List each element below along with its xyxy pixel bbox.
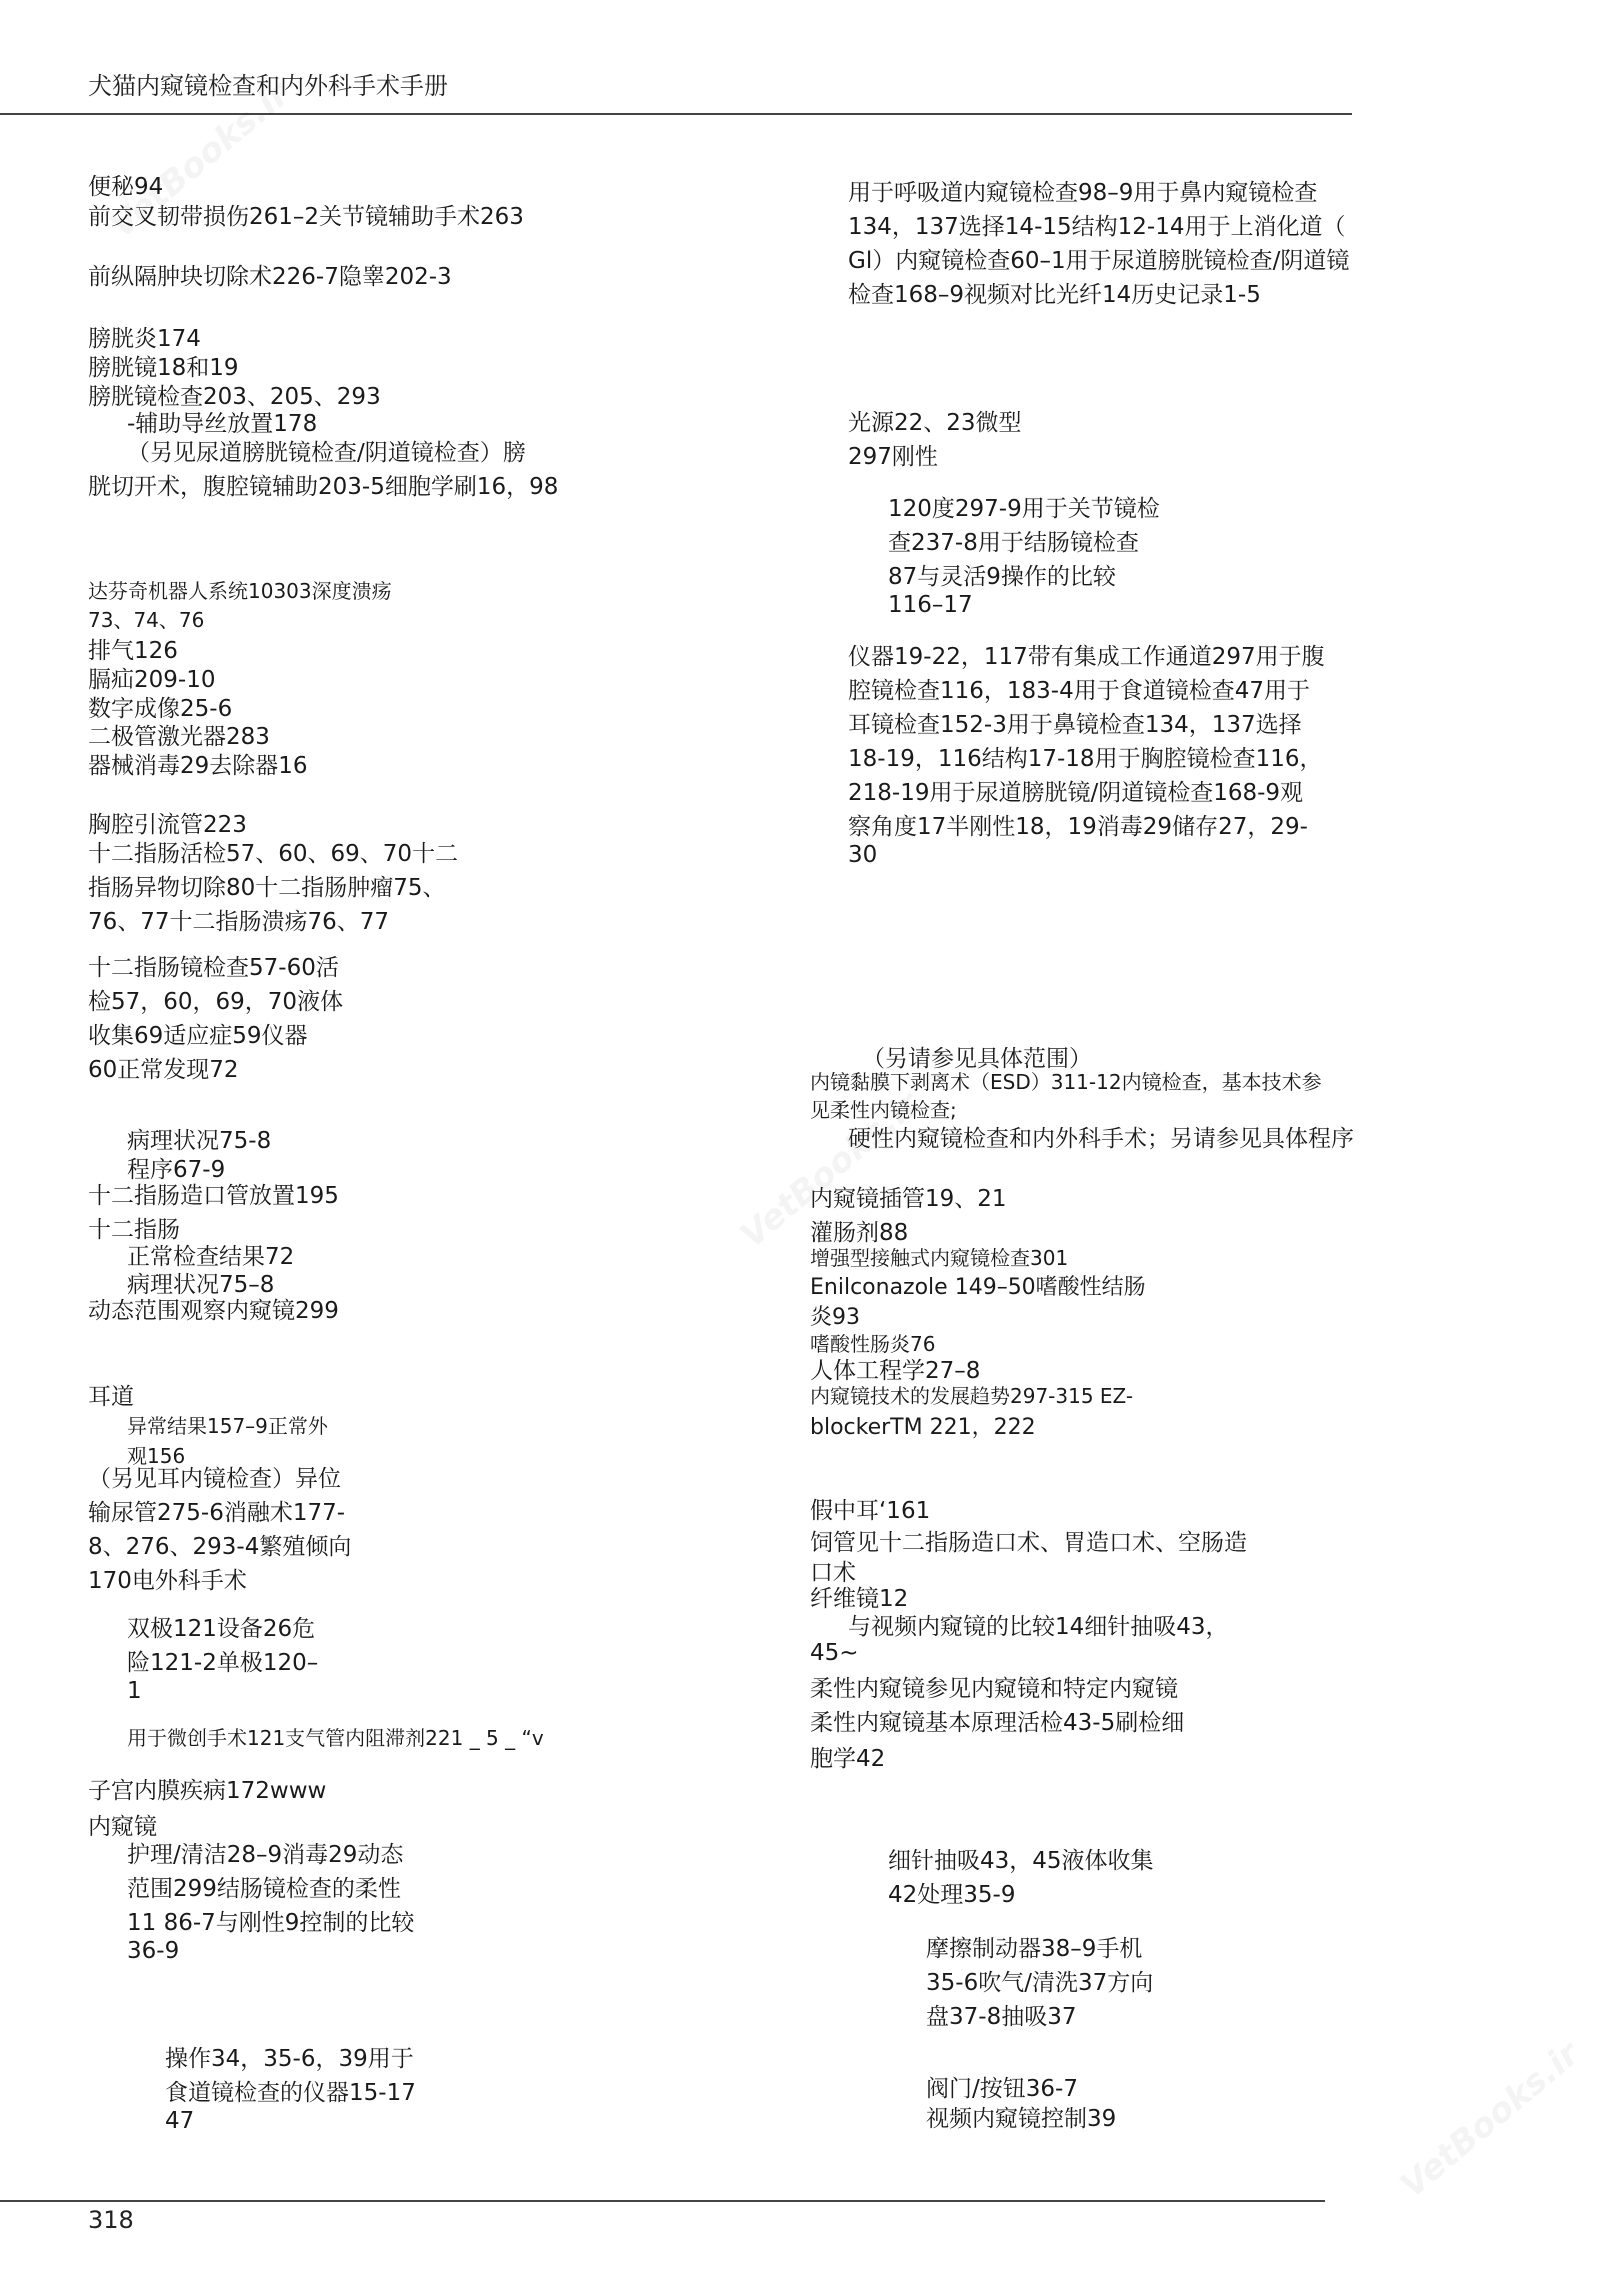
index-entry: 操作34，35-6，39用于 [165,2046,414,2072]
index-entry: 耳道 [88,1384,134,1410]
page-number: 318 [88,2206,134,2234]
index-entry: 十二指肠镜检查57-60活 [88,955,339,981]
index-entry: 视频内窥镜控制39 [926,2106,1117,2132]
index-entry: 膀胱炎174 [88,326,201,352]
index-entry: 人体工程学27–8 [810,1358,981,1384]
index-entry: 增强型接触式内窥镜检查301 [810,1246,1069,1270]
index-entry: 用于微创手术121支气管内阻滞剂221 _ 5 _ “v [127,1726,544,1750]
index-entry: 指肠异物切除80十二指肠肿瘤75、 [88,875,446,901]
index-entry: 异常结果157–9正常外 [127,1414,328,1438]
index-entry: 十二指肠活检57、60、69、70十二 [88,841,459,867]
index-entry: 病理状况75-8 [127,1128,272,1154]
index-entry: 与视频内窥镜的比较14细针抽吸43， [848,1614,1229,1640]
index-entry: 检57，60，69，70液体 [88,989,344,1015]
index-entry: 病理状况75–8 [127,1272,275,1298]
index-entry: Gl）内窥镜检查60–1用于尿道膀胱镜检查/阴道镜 [848,248,1350,274]
index-entry: 胞学42 [810,1746,886,1772]
index-entry: 柔性内窥镜参见内窥镜和特定内窥镜 [810,1676,1178,1702]
index-entry: 嗜酸性肠炎76 [810,1332,936,1356]
index-entry: 光源22、23微型 [848,410,1022,436]
index-entry: 36-9 [127,1938,180,1964]
index-entry: 内镜黏膜下剥离术（ESD）311-12内镜检查，基本技术参 [810,1070,1322,1094]
index-entry: 内窥镜 [88,1814,157,1840]
index-entry: 器械消毒29去除器16 [88,753,308,779]
index-entry: 膈疝209-10 [88,667,216,693]
index-entry: 排气126 [88,638,178,664]
index-entry: 11 86-7与刚性9控制的比较 [127,1910,415,1936]
index-entry: 18-19，116结构17-18用于胸腔镜检查116， [848,746,1323,772]
index-entry: 用于呼吸道内窥镜检查98–9用于鼻内窥镜检查 [848,180,1318,206]
index-entry: 假中耳‘161 [810,1498,931,1524]
watermark [1393,2034,1587,2206]
index-entry: 观156 [127,1444,186,1468]
index-entry: 收集69适应症59仪器 [88,1023,308,1049]
index-entry: 耳镜检查152-3用于鼻镜检查134，137选择 [848,712,1302,738]
index-entry: 8、276、293-4繁殖倾向 [88,1534,352,1560]
index-entry: 76、77十二指肠溃疡76、77 [88,909,390,935]
index-entry: 十二指肠造口管放置195 [88,1183,339,1209]
header-rule [0,113,1352,115]
index-entry: 正常检查结果72 [127,1244,295,1270]
index-entry: 炎93 [810,1305,860,1330]
index-entry: 险121-2单极120– [127,1650,319,1676]
index-entry: 食道镜检查的仪器15-17 [165,2080,416,2106]
index-entry: 前纵隔肿块切除术226-7隐睾202-3 [88,264,452,290]
index-entry: 35-6吹气/清洗37方向 [926,1970,1154,1996]
index-entry: 内窥镜插管19、21 [810,1186,1007,1212]
index-entry: 60正常发现72 [88,1057,239,1083]
index-entry: 数字成像25-6 [88,696,233,722]
index-entry: 120度297-9用于关节镜检 [888,496,1160,522]
index-entry: 45~ [810,1640,859,1666]
index-entry: 口术 [810,1560,856,1586]
index-entry: （另见尿道膀胱镜检查/阴道镜检查）膀 [127,440,526,466]
index-entry: 饲管见十二指肠造口术、胃造口术、空肠造 [810,1530,1247,1556]
index-entry: 42处理35-9 [888,1882,1016,1908]
index-entry: 动态范围观察内窥镜299 [88,1298,339,1324]
index-entry: 218-19用于尿道膀胱镜/阴道镜检查168-9观 [848,780,1304,806]
index-entry: 阀门/按钮36-7 [926,2076,1078,2102]
index-entry: 盘37-8抽吸37 [926,2004,1077,2030]
index-entry: 护理/清洁28–9消毒29动态 [127,1842,404,1868]
index-entry: 仪器19-22，117带有集成工作通道297用于腹 [848,644,1325,670]
index-entry: 细针抽吸43，45液体收集 [888,1848,1154,1874]
index-entry: 胱切开术，腹腔镜辅助203-5细胞学刷16，98 [88,474,559,500]
index-entry: blockerTM 221，222 [810,1415,1036,1440]
index-entry: 73、74、76 [88,608,205,632]
index-entry: 输尿管275-6消融术177- [88,1500,346,1526]
index-entry: （另见耳内镜检查）异位 [88,1466,341,1492]
index-entry: 1 [127,1678,142,1704]
index-entry: 灌肠剂88 [810,1220,909,1246]
index-entry: 二极管激光器283 [88,724,270,750]
index-entry: 膀胱镜检查203、205、293 [88,384,381,410]
index-entry: 检查168–9视频对比光纤14历史记录1-5 [848,282,1261,308]
index-entry: 47 [165,2108,195,2134]
index-entry: 柔性内窥镜基本原理活检43-5刷检细 [810,1710,1185,1736]
index-entry: 范围299结肠镜检查的柔性 [127,1876,401,1902]
index-entry: 十二指肠 [88,1217,180,1243]
index-entry: （另请参见具体范围） [862,1046,1092,1072]
index-entry: 胸腔引流管223 [88,812,247,838]
index-entry: 30 [848,842,878,868]
index-entry: 前交叉韧带损伤261–2关节镜辅助手术263 [88,204,524,230]
index-entry: 膀胱镜18和19 [88,355,239,381]
index-entry: 程序67-9 [127,1157,226,1183]
footer-rule [0,2200,1325,2202]
index-entry: 查237-8用于结肠镜检查 [888,530,1139,556]
index-entry: 297刚性 [848,444,938,470]
index-entry: 硬性内窥镜检查和内外科手术；另请参见具体程序 [848,1126,1354,1152]
index-entry: Enilconazole 149–50嗜酸性结肠 [810,1275,1146,1300]
index-entry: 170电外科手术 [88,1568,247,1594]
index-entry: 116–17 [888,592,973,618]
index-entry: 达芬奇机器人系统10303深度溃疡 [88,579,392,603]
index-entry: 察角度17半刚性18，19消毒29储存27，29- [848,814,1308,840]
index-entry: 134，137选择14-15结构12-14用于上消化道（ [848,214,1346,240]
index-entry: 腔镜检查116，183-4用于食道镜检查47用于 [848,678,1310,704]
running-head-title: 犬猫内窥镜检查和内外科手术手册 [88,72,448,100]
index-entry: 双极121设备26危 [127,1616,316,1642]
index-entry: 见柔性内镜检查; [810,1098,957,1122]
index-entry: 87与灵活9操作的比较 [888,564,1116,590]
index-entry: 便秘94 [88,174,164,200]
index-entry: 内窥镜技术的发展趋势297-315 EZ- [810,1384,1134,1408]
index-entry: -辅助导丝放置178 [127,411,318,437]
index-entry: 纤维镜12 [810,1586,909,1612]
index-entry: 子宫内膜疾病172www [88,1778,327,1804]
index-entry: 摩擦制动器38–9手机 [926,1936,1143,1962]
